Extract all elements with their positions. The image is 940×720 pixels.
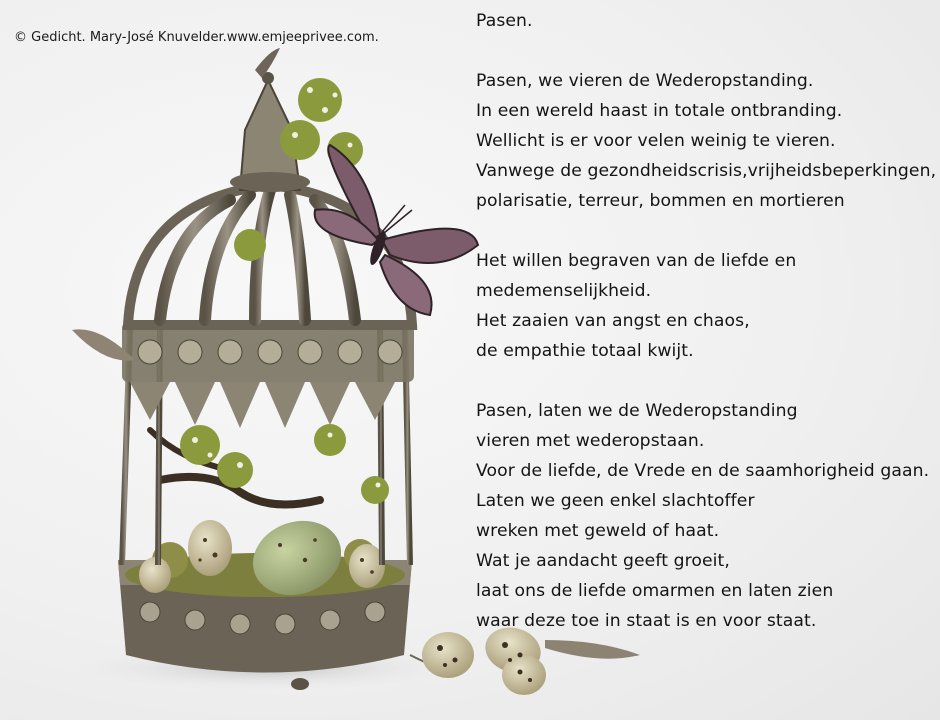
poem-line: Het willen begraven van de liefde en [476,251,797,271]
poem-stanza-3 [476,396,934,636]
poem-line: medemenselijkheid. [476,281,652,301]
poem-line: Wat je aandacht geeft groeit, [476,551,730,571]
poem-line: Vanwege de gezondheidscrisis,vrijheidsbeperkingen, [476,161,937,181]
poem-stanza-2 [476,246,934,366]
poem-line: vieren met wederopstaan. [476,431,705,451]
poem-line: Voor de liefde, de Vrede en de saamhorigheid gaan. [476,461,930,481]
poem-title: Pasen. [476,11,533,31]
poem-stanza-1 [476,66,937,216]
poem-line: Wellicht is er voor velen weinig te vieren. [476,131,836,151]
copyright-notice: © Gedicht. Mary-José Knuvelder.www.emjeeprivee.com. [14,30,379,45]
poem-line: Pasen, laten we de Wederopstanding [476,401,798,421]
poem-line: de empathie totaal kwijt. [476,341,694,361]
poem-line: waar deze toe in staat is en voor staat. [476,611,817,631]
poem-line: Het zaaien van angst en chaos, [476,311,750,331]
poem-line: Pasen, we vieren de Wederopstanding. [476,71,814,91]
poem-line: Laten we geen enkel slachtoffer [476,491,755,511]
poem [476,6,937,636]
butterfly [315,145,478,315]
poem-line: polarisatie, terreur, bommen en mortieren [476,191,845,211]
poem-line: wreken met geweld of haat. [476,521,720,541]
cage-ornament-band [122,322,414,428]
poem-line: In een wereld haast in totale ontbranding. [476,101,843,121]
poem-line: laat ons de liefde omarmen en laten zien [476,581,834,601]
